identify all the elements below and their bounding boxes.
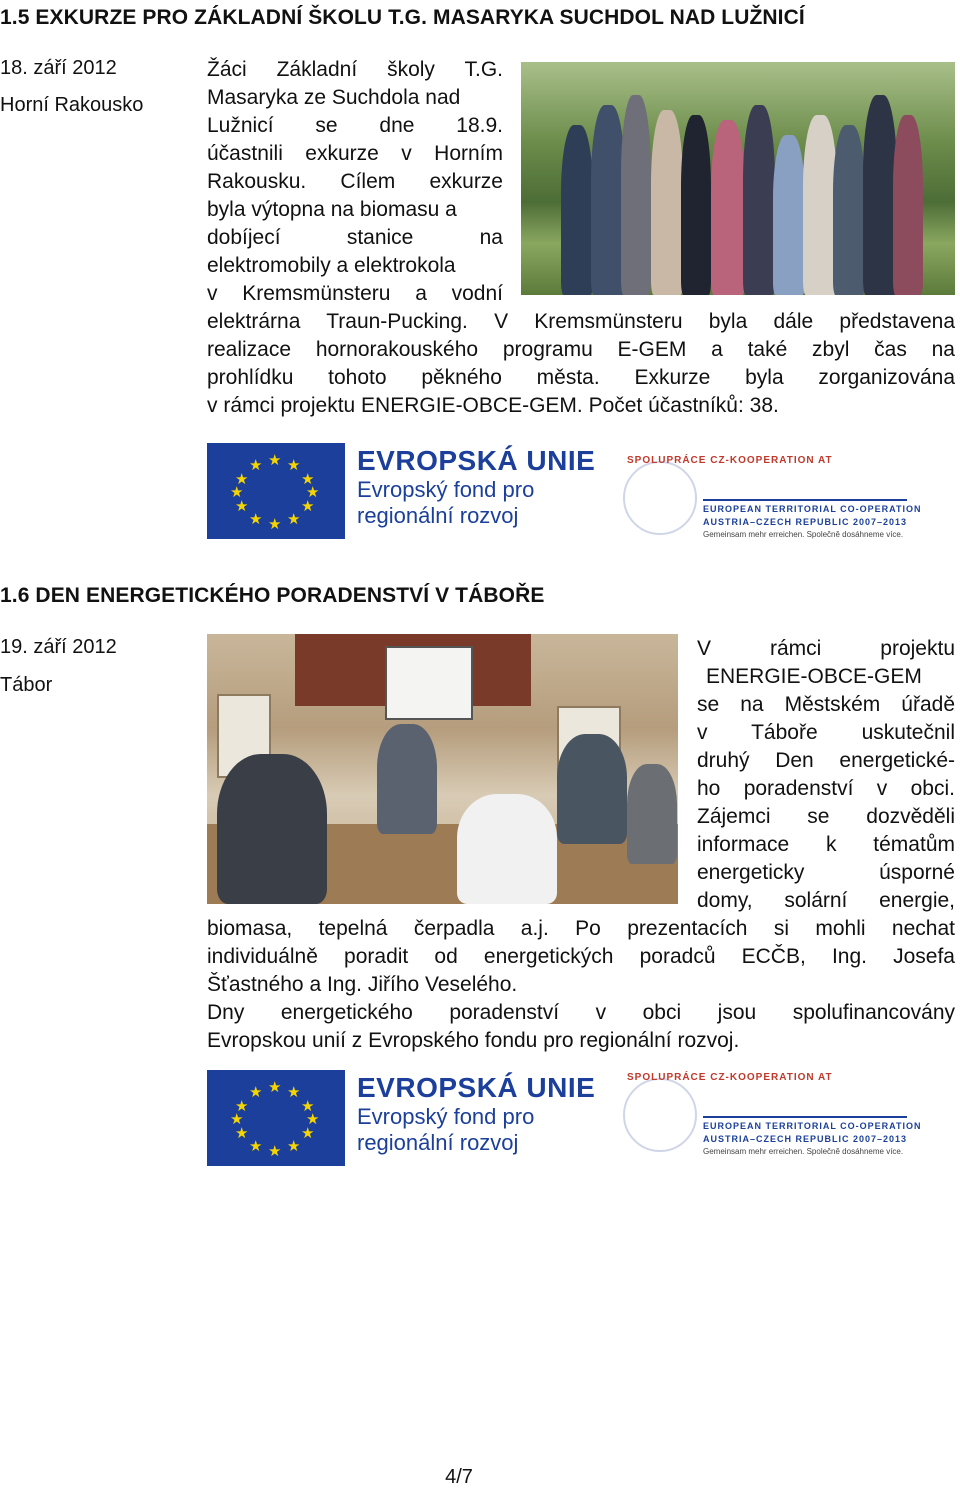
etc-logo [617, 455, 922, 539]
text-line: elektromobily a elektrokola [207, 254, 456, 277]
text-line: účastnili exkurze v Horním [207, 142, 503, 165]
section1-wide-text [207, 308, 955, 420]
text-line: se na Městském úřadě [697, 693, 955, 716]
text-line: byla výtopna na biomasu a [207, 198, 457, 221]
eu-subtitle-2: regionální rozvoj [357, 503, 519, 528]
eu-subtitle-1: Evropský fond pro [357, 1104, 535, 1129]
text-line: ENERGIE-OBCE-GEM [706, 665, 922, 688]
event-date-2: 19. září 2012 [0, 636, 117, 658]
etc-line-3: Gemeinsam mehr erreichen. Společně dosáhneme více. [703, 1147, 904, 1156]
page-number: 4/7 [445, 1466, 473, 1488]
section2-wide-text [207, 915, 955, 1055]
event-date-1: 18. září 2012 [0, 57, 117, 79]
text-line: realizace hornorakouského programu E-GEM a také zbyl čas na [207, 338, 955, 361]
text-line: domy, solární energie, [697, 889, 955, 912]
text-line: prohlídku tohoto pěkného města. Exkurze byla zorganizována [207, 366, 955, 389]
seminar-photo [207, 634, 678, 904]
eu-logo [207, 1070, 596, 1168]
etc-line-3: Gemeinsam mehr erreichen. Společně dosáhneme více. [703, 530, 904, 539]
etc-line-2: AUSTRIA–CZECH REPUBLIC 2007–2013 [703, 1134, 908, 1144]
eu-flag-icon: ★ ★ ★ ★ ★ ★ ★ ★ ★ ★ ★ ★ [207, 443, 345, 539]
text-line: Rakousku. Cílem exkurze [207, 170, 503, 193]
text-line: Masaryka ze Suchdola nad [207, 86, 461, 109]
text-line: v Kremsmünsteru a vodní [207, 282, 503, 305]
text-line: energeticky úsporné [697, 861, 955, 884]
text-line: ho poradenství v obci. [697, 777, 955, 800]
text-line: dobíjecí stanice na [207, 226, 503, 249]
text-line: Žáci Základní školy T.G. [207, 58, 503, 81]
text-line: individuálně poradit od energetických poradců ECČB, Ing. Josefa [207, 945, 955, 968]
eu-title: EVROPSKÁ UNIE [357, 445, 596, 476]
event-place-1: Horní Rakousko [0, 94, 144, 116]
etc-line-1: EUROPEAN TERRITORIAL CO-OPERATION [703, 1121, 922, 1131]
text-line: biomasa, tepelná čerpadla a.j. Po prezentacích si mohli nechat [207, 917, 955, 940]
event-place-2: Tábor [0, 674, 53, 696]
section1-narrow-text [207, 56, 503, 308]
cz-at-arc-text: SPOLUPRÁCE CZ-KOOPERATION AT [627, 455, 833, 466]
text-line: informace k tématům [697, 833, 955, 856]
etc-line-2: AUSTRIA–CZECH REPUBLIC 2007–2013 [703, 517, 908, 527]
etc-logo [617, 1072, 922, 1156]
text-line: Šťastného a Ing. Jiřího Veselého. [207, 973, 518, 996]
eu-flag-icon: ★ ★ ★ ★ ★ ★ ★ ★ ★ ★ ★ ★ [207, 1070, 345, 1166]
eu-subtitle-1: Evropský fond pro [357, 477, 535, 502]
text-line: Evropskou unií z Evropského fondu pro regionální rozvoj. [207, 1029, 740, 1052]
etc-line-1: EUROPEAN TERRITORIAL CO-OPERATION [703, 504, 922, 514]
group-photo [521, 62, 955, 295]
eu-title: EVROPSKÁ UNIE [357, 1072, 596, 1103]
text-line: elektrárna Traun-Pucking. V Kremsmünsteru byla dále představena [207, 310, 955, 333]
eu-logo [207, 443, 596, 541]
text-line: Zájemci se dozvěděli [697, 805, 955, 828]
text-line: v rámci projektu ENERGIE-OBCE-GEM. Počet účastníků: 38. [207, 394, 779, 417]
cz-at-emblem-icon [623, 461, 697, 535]
section-heading-1: 1.5 EXKURZE PRO ZÁKLADNÍ ŠKOLU T.G. MASARYKA SUCHDOL NAD LUŽNICÍ [0, 6, 805, 29]
text-line: v Táboře uskutečnil [697, 721, 955, 744]
text-line: Dny energetického poradenství v obci jsou spolufinancovány [207, 1001, 955, 1024]
text-line: V rámci projektu [697, 637, 955, 660]
text-line: Lužnicí se dne 18.9. [207, 114, 503, 137]
cz-at-arc-text: SPOLUPRÁCE CZ-KOOPERATION AT [627, 1072, 833, 1083]
section2-narrow-text [697, 635, 955, 915]
eu-subtitle-2: regionální rozvoj [357, 1130, 519, 1155]
text-line: druhý Den energetické- [697, 749, 955, 772]
cz-at-emblem-icon [623, 1078, 697, 1152]
section-heading-2: 1.6 DEN ENERGETICKÉHO PORADENSTVÍ V TÁBOŘE [0, 584, 545, 607]
